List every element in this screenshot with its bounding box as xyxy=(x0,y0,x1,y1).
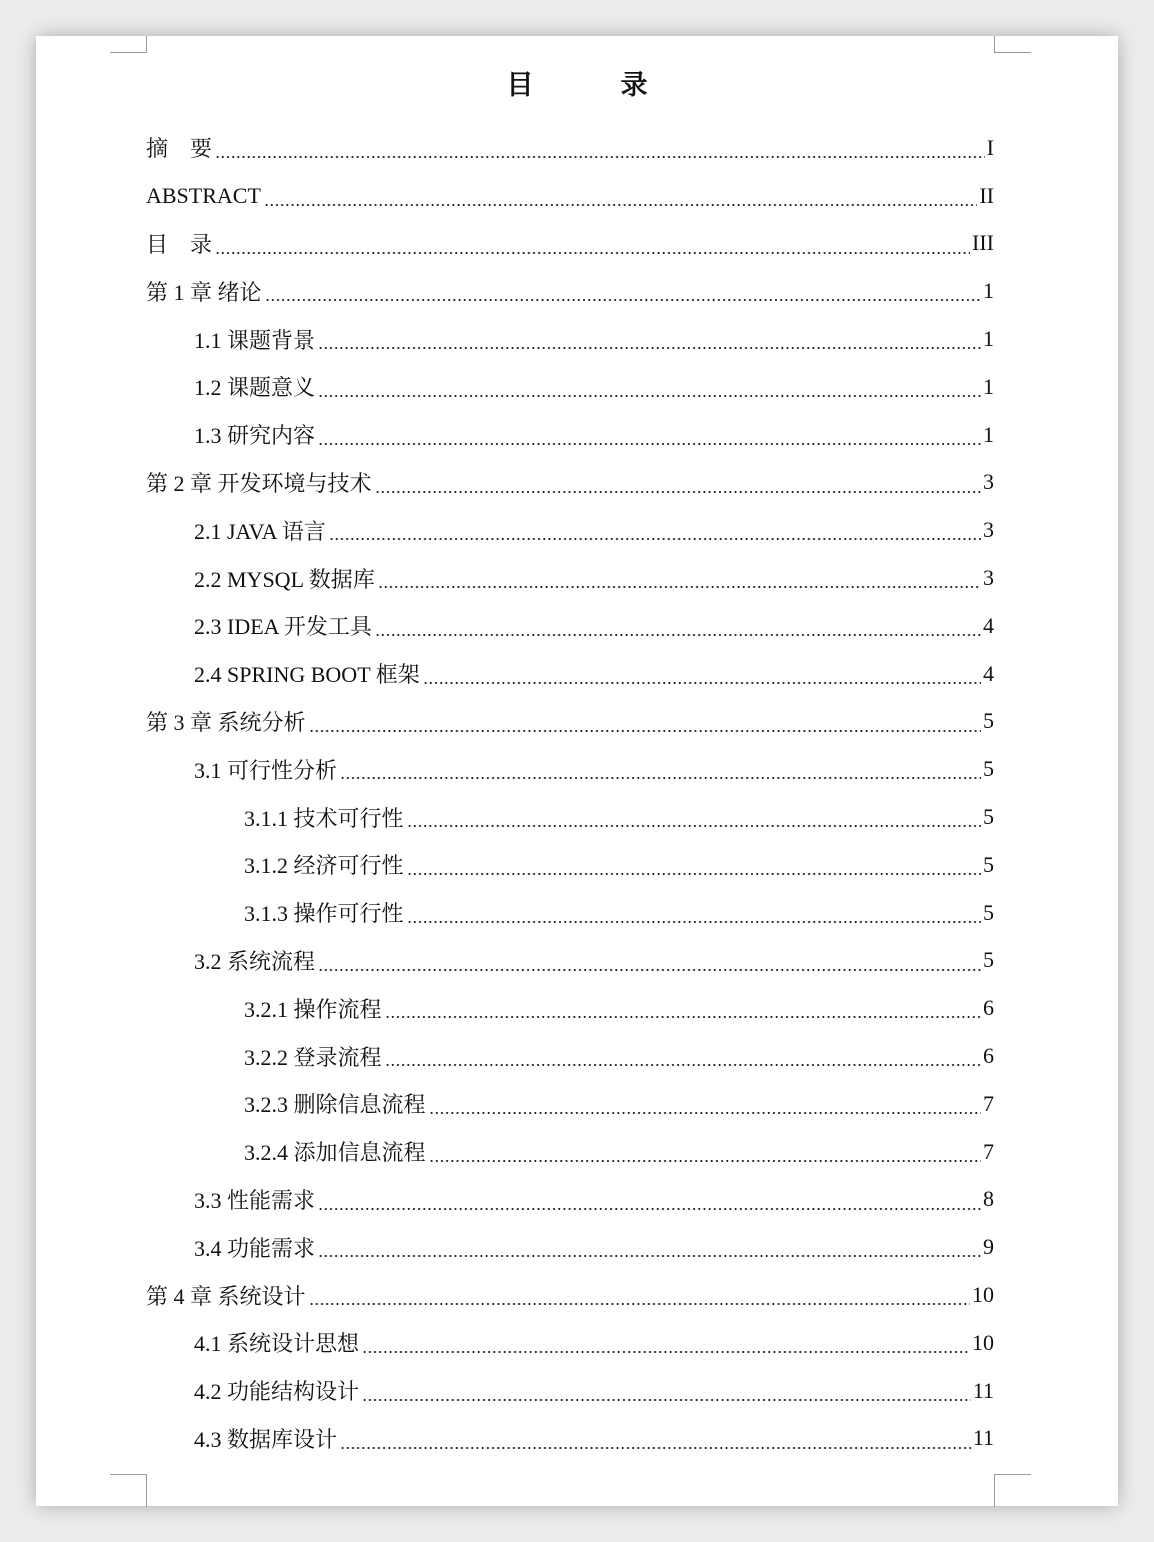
toc-leader-dots xyxy=(264,172,977,220)
crop-mark-bottom-right xyxy=(994,1474,1031,1507)
toc-entry-label: 1.3 研究内容 xyxy=(194,419,318,450)
toc-leader-dots xyxy=(318,363,981,411)
toc-entry[interactable] xyxy=(146,841,994,889)
table-of-contents xyxy=(146,124,994,1462)
toc-entry[interactable] xyxy=(146,984,994,1032)
toc-entry-label: 3.2.4 添加信息流程 xyxy=(244,1136,429,1167)
toc-entry-label: 4.3 数据库设计 xyxy=(194,1423,340,1454)
toc-entry[interactable] xyxy=(146,1223,994,1271)
toc-leader-dots xyxy=(318,1176,981,1224)
toc-entry-page-number: 5 xyxy=(983,708,994,734)
toc-leader-dots xyxy=(385,984,981,1032)
toc-entry-label: 3.2 系统流程 xyxy=(194,945,318,976)
toc-entry-page-number: 1 xyxy=(983,373,994,399)
toc-entry-label: 3.2.1 操作流程 xyxy=(244,993,385,1024)
toc-leader-dots xyxy=(318,411,981,459)
toc-entry-page-number: 5 xyxy=(983,899,994,925)
toc-entry[interactable] xyxy=(146,650,994,698)
toc-entry-page-number: II xyxy=(979,182,994,208)
toc-entry[interactable] xyxy=(146,1032,994,1080)
toc-entry[interactable] xyxy=(146,1319,994,1367)
toc-entry-page-number: 6 xyxy=(983,995,994,1021)
toc-entry-page-number: 5 xyxy=(983,756,994,782)
toc-entry-page-number: 3 xyxy=(983,469,994,495)
toc-leader-dots xyxy=(318,937,981,985)
toc-entry-label: 第 4 章 系统设计 xyxy=(146,1280,309,1311)
toc-leader-dots xyxy=(375,602,981,650)
toc-entry-label: 3.4 功能需求 xyxy=(194,1232,318,1263)
toc-entry-label: 2.4 SPRING BOOT 框架 xyxy=(194,658,423,689)
toc-entry-page-number: 7 xyxy=(983,1090,994,1116)
page-title: 目 录 xyxy=(506,70,678,101)
toc-entry-label: 3.1.2 经济可行性 xyxy=(244,849,407,880)
toc-entry-page-number: 10 xyxy=(972,1282,994,1308)
toc-leader-dots xyxy=(329,506,981,554)
toc-entry[interactable] xyxy=(146,124,994,172)
toc-leader-dots xyxy=(309,1271,970,1319)
toc-entry[interactable] xyxy=(146,220,994,268)
toc-leader-dots xyxy=(340,1415,971,1463)
toc-entry-page-number: 3 xyxy=(983,565,994,591)
toc-entry-label: 4.2 功能结构设计 xyxy=(194,1375,362,1406)
toc-entry[interactable] xyxy=(146,315,994,363)
crop-mark-bottom-left xyxy=(110,1474,147,1507)
toc-entry[interactable] xyxy=(146,172,994,220)
toc-entry-label: 2.2 MYSQL 数据库 xyxy=(194,563,378,594)
toc-entry[interactable] xyxy=(146,602,994,650)
toc-leader-dots xyxy=(407,889,981,937)
toc-entry-label: 1.2 课题意义 xyxy=(194,371,318,402)
toc-leader-dots xyxy=(385,1032,981,1080)
toc-entry[interactable] xyxy=(146,554,994,602)
toc-entry-page-number: 11 xyxy=(972,1377,994,1403)
toc-entry-label: 2.3 IDEA 开发工具 xyxy=(194,610,375,641)
toc-entry-page-number: 3 xyxy=(983,517,994,543)
toc-entry[interactable] xyxy=(146,267,994,315)
toc-leader-dots xyxy=(423,650,981,698)
toc-entry-page-number: 8 xyxy=(983,1186,994,1212)
toc-entry-label: 第 2 章 开发环境与技术 xyxy=(146,467,375,498)
toc-entry-label: 3.3 性能需求 xyxy=(194,1184,318,1215)
toc-entry-label: 第 1 章 绪论 xyxy=(146,276,265,307)
toc-entry[interactable] xyxy=(146,1080,994,1128)
toc-entry-page-number: 4 xyxy=(983,612,994,638)
toc-entry-label: 3.1.1 技术可行性 xyxy=(244,802,407,833)
toc-entry[interactable] xyxy=(146,793,994,841)
toc-entry-page-number: 5 xyxy=(983,804,994,830)
crop-mark-top-right xyxy=(994,36,1031,53)
toc-entry-page-number: 5 xyxy=(983,851,994,877)
toc-entry[interactable] xyxy=(146,698,994,746)
toc-entry[interactable] xyxy=(146,937,994,985)
toc-leader-dots xyxy=(215,220,970,268)
toc-entry-label: 3.2.2 登录流程 xyxy=(244,1041,385,1072)
toc-entry[interactable] xyxy=(146,411,994,459)
toc-entry-page-number: 4 xyxy=(983,660,994,686)
document-page xyxy=(36,36,1118,1506)
toc-leader-dots xyxy=(215,124,985,172)
toc-entry-label: 4.1 系统设计思想 xyxy=(194,1327,362,1358)
toc-entry-page-number: 5 xyxy=(983,947,994,973)
toc-leader-dots xyxy=(407,841,981,889)
toc-entry-page-number: 1 xyxy=(983,326,994,352)
toc-entry-label: 摘 要 xyxy=(146,132,215,163)
toc-entry-page-number: 1 xyxy=(983,278,994,304)
toc-entry-page-number: I xyxy=(986,134,994,160)
toc-leader-dots xyxy=(429,1128,981,1176)
toc-entry[interactable] xyxy=(146,1271,994,1319)
toc-entry[interactable] xyxy=(146,1415,994,1463)
toc-entry[interactable] xyxy=(146,745,994,793)
toc-entry-label: ABSTRACT xyxy=(146,183,264,209)
toc-leader-dots xyxy=(265,267,981,315)
toc-leader-dots xyxy=(378,554,981,602)
toc-entry-page-number: 11 xyxy=(972,1425,994,1451)
toc-entry-page-number: 9 xyxy=(983,1234,994,1260)
toc-entry-page-number: III xyxy=(972,230,994,256)
toc-leader-dots xyxy=(318,1223,981,1271)
toc-leader-dots xyxy=(340,745,981,793)
toc-entry[interactable] xyxy=(146,459,994,507)
crop-mark-top-left xyxy=(110,36,147,53)
toc-entry-label: 目 录 xyxy=(146,228,215,259)
toc-entry-page-number: 1 xyxy=(983,421,994,447)
toc-entry-label: 3.1.3 操作可行性 xyxy=(244,897,407,928)
toc-leader-dots xyxy=(362,1319,970,1367)
toc-leader-dots xyxy=(429,1080,981,1128)
toc-leader-dots xyxy=(362,1367,971,1415)
toc-entry[interactable] xyxy=(146,1367,994,1415)
toc-entry-page-number: 7 xyxy=(983,1138,994,1164)
toc-leader-dots xyxy=(309,698,981,746)
toc-leader-dots xyxy=(375,459,981,507)
toc-entry[interactable] xyxy=(146,1176,994,1224)
toc-entry-label: 3.1 可行性分析 xyxy=(194,754,340,785)
toc-entry[interactable] xyxy=(146,506,994,554)
toc-entry-label: 3.2.3 删除信息流程 xyxy=(244,1088,429,1119)
toc-entry[interactable] xyxy=(146,1128,994,1176)
toc-entry-page-number: 6 xyxy=(983,1043,994,1069)
toc-entry-label: 1.1 课题背景 xyxy=(194,324,318,355)
toc-entry-label: 第 3 章 系统分析 xyxy=(146,706,309,737)
toc-leader-dots xyxy=(407,793,981,841)
toc-entry[interactable] xyxy=(146,363,994,411)
toc-entry-page-number: 10 xyxy=(972,1329,994,1355)
toc-entry-label: 2.1 JAVA 语言 xyxy=(194,515,329,546)
toc-entry[interactable] xyxy=(146,889,994,937)
toc-leader-dots xyxy=(318,315,981,363)
